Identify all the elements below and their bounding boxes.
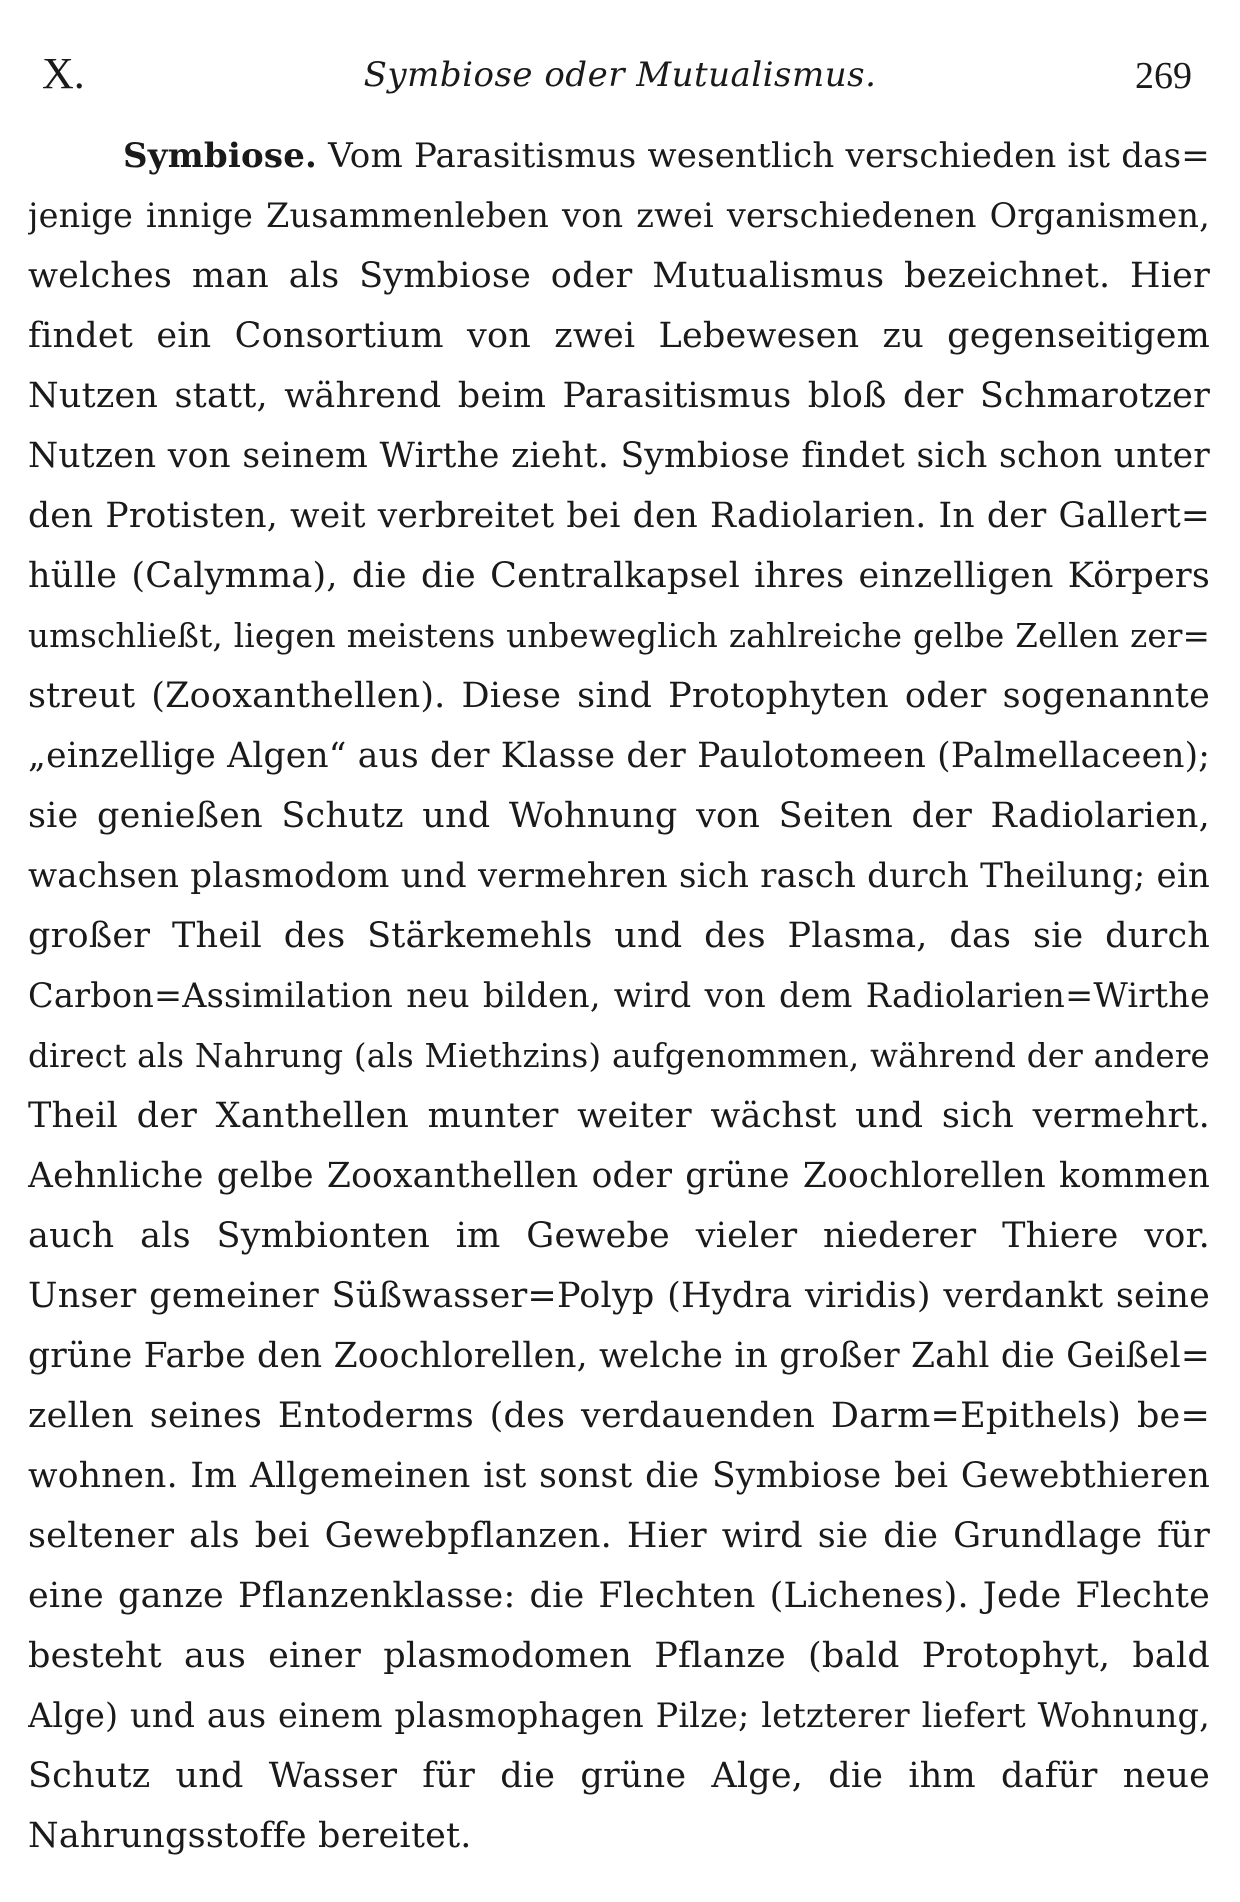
paragraph-symbiose xyxy=(28,126,1210,1866)
text-line: findet ein Consortium von zwei Lebewesen zu gegenseitigem xyxy=(28,316,1210,356)
text-line: hülle (Calymma), die die Centralkapsel ihres einzelligen Körpers xyxy=(28,556,1210,596)
running-title: Symbiose oder Mutualismus. xyxy=(363,55,877,95)
text-line: besteht aus einer plasmodomen Pflanze (bald Protophyt, bald xyxy=(28,1636,1210,1676)
text-line: direct als Nahrung (als Miethzins) aufgenommen, während der andere xyxy=(28,1037,1210,1075)
text-line xyxy=(28,126,1210,186)
text-line: streut (Zooxanthellen). Diese sind Protophyten oder sogenannte xyxy=(28,676,1210,716)
text-line: umschließt, liegen meistens unbeweglich zahlreiche gelbe Zellen zer= xyxy=(28,617,1210,655)
page-number: 269 xyxy=(1135,55,1192,97)
text-line: Unser gemeiner Süßwasser=Polyp (Hydra viridis) verdankt seine xyxy=(28,1276,1210,1316)
text-line: eine ganze Pflanzenklasse: die Flechten (Lichenes). Jede Flechte xyxy=(28,1576,1210,1616)
section-lead-word: Symbiose. xyxy=(123,136,318,176)
text-line: Alge) und aus einem plasmophagen Pilze; letzterer liefert Wohnung, xyxy=(28,1696,1210,1735)
text-line-rest: Vom Parasitismus wesentlich verschieden ist das= xyxy=(328,136,1210,176)
text-line: welches man als Symbiose oder Mutualismus bezeichnet. Hier xyxy=(28,256,1210,296)
chapter-number: X. xyxy=(42,49,85,98)
text-line: Nutzen statt, während beim Parasitismus bloß der Schmarotzer xyxy=(28,376,1210,416)
text-line: grüne Farbe den Zoochlorellen, welche in großer Zahl die Geißel= xyxy=(28,1336,1210,1376)
text-line: zellen seines Entoderms (des verdauenden Darm=Epithels) be= xyxy=(28,1396,1210,1436)
text-line: Nutzen von seinem Wirthe zieht. Symbiose findet sich schon unter xyxy=(28,436,1210,476)
text-line: sie genießen Schutz und Wohnung von Seiten der Radiolarien, xyxy=(28,796,1210,836)
text-line: auch als Symbionten im Gewebe vieler niederer Thiere vor. xyxy=(28,1216,1210,1256)
text-line: großer Theil des Stärkemehls und des Plasma, das sie durch xyxy=(28,916,1210,956)
text-line: den Protisten, weit verbreitet bei den Radiolarien. In der Gallert= xyxy=(28,496,1210,536)
text-line: Carbon=Assimilation neu bilden, wird von dem Radiolarien=Wirthe xyxy=(28,976,1210,1015)
text-line: wachsen plasmodom und vermehren sich rasch durch Theilung; ein xyxy=(28,856,1210,896)
text-line: seltener als bei Gewebpflanzen. Hier wird sie die Grundlage für xyxy=(28,1516,1210,1556)
running-header xyxy=(28,44,1212,104)
text-line: „einzellige Algen“ aus der Klasse der Paulotomeen (Palmellaceen); xyxy=(28,736,1210,776)
text-line: Nahrungsstoffe bereitet. xyxy=(28,1816,472,1856)
text-line: wohnen. Im Allgemeinen ist sonst die Symbiose bei Gewebthieren xyxy=(28,1456,1210,1496)
text-line: jenige innige Zusammenleben von zwei verschiedenen Organismen, xyxy=(28,196,1210,235)
text-line: Theil der Xanthellen munter weiter wächst und sich vermehrt. xyxy=(28,1096,1210,1136)
text-line: Schutz und Wasser für die grüne Alge, die ihm dafür neue xyxy=(28,1756,1210,1796)
text-line: Aehnliche gelbe Zooxanthellen oder grüne Zoochlorellen kommen xyxy=(28,1156,1210,1196)
